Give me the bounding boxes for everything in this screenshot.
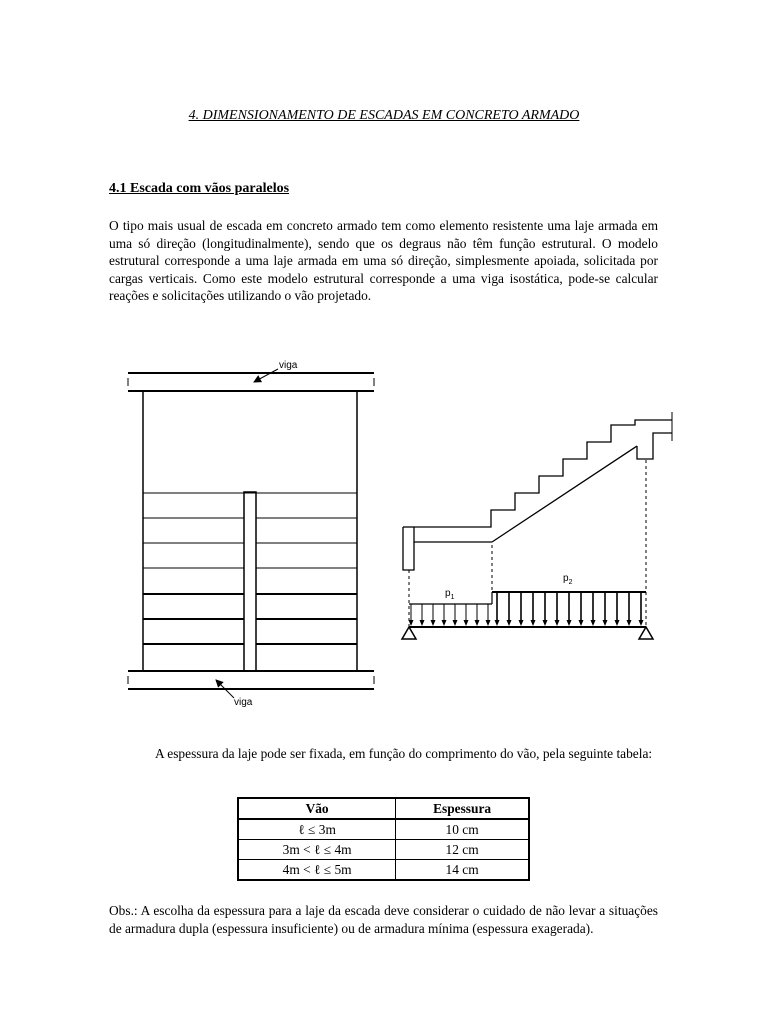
load-arrow-head xyxy=(531,620,536,626)
table-cell: 14 cm xyxy=(396,860,529,881)
load-arrow-head xyxy=(420,620,425,626)
paragraph-table-intro: A espessura da laje pode ser fixada, em função do comprimento do vão, pela seguinte tabela: xyxy=(155,746,653,761)
table-cell: 4m < ℓ ≤ 5m xyxy=(238,860,396,881)
staircase-figure xyxy=(0,340,768,720)
load-arrows-p1 xyxy=(409,604,491,626)
load-arrows-p2 xyxy=(495,592,644,626)
table-header-span: Vão xyxy=(238,798,396,819)
load-arrow-head xyxy=(639,620,644,626)
paragraph-observation: Obs.: A escolha da espessura para a laje da escada deve considerar o cuidado de não levar a situações de armadura dupla (espessura insuficiente) ou de armadura mínima (espessura exagerada). xyxy=(109,903,658,936)
load-arrow-head xyxy=(555,620,560,626)
load-arrow-head xyxy=(507,620,512,626)
load-arrow-head xyxy=(519,620,524,626)
thickness-table xyxy=(237,797,530,881)
load-arrow-head xyxy=(431,620,436,626)
load-arrow-head xyxy=(442,620,447,626)
load-arrow-head xyxy=(603,620,608,626)
table-cell: 12 cm xyxy=(396,840,529,860)
label-viga-bottom: viga xyxy=(234,697,253,708)
plan-view xyxy=(128,369,374,698)
load-arrow-head xyxy=(567,620,572,626)
load-arrow-head xyxy=(464,620,469,626)
paragraph-intro: O tipo mais usual de escada em concreto armado tem como elemento resistente uma laje armada em uma só direção (longitudinalmente), sendo que os degraus não têm função estrutural. O modelo estrutural corresponde a uma laje armada em uma só direção, simplesmente apoiada, solicitada por cargas verticais. Como este modelo estrutural corresponde a uma viga isostática, pode-se calcular reações e solicitações utilizando o vão projetado. xyxy=(109,218,658,304)
load-arrow-head xyxy=(495,620,500,626)
load-arrow-head xyxy=(579,620,584,626)
table-cell: 10 cm xyxy=(396,819,529,840)
load-arrow-head xyxy=(615,620,620,626)
table-header-thickness: Espessura xyxy=(396,798,529,819)
load-label-p2: $p_2$ xyxy=(563,573,573,586)
support-right xyxy=(639,627,653,639)
load-arrow-head xyxy=(543,620,548,626)
load-arrow-head xyxy=(486,620,491,626)
load-arrow-head xyxy=(475,620,480,626)
table-row xyxy=(238,840,529,860)
table-cell: 3m < ℓ ≤ 4m xyxy=(238,840,396,860)
section-view xyxy=(403,412,672,570)
load-arrow-head xyxy=(591,620,596,626)
table-row xyxy=(238,819,529,840)
support-left xyxy=(402,627,416,639)
load-label-p1: $p_1$ xyxy=(445,588,455,601)
label-viga-top: viga xyxy=(279,360,298,371)
table-cell: ℓ ≤ 3m xyxy=(238,819,396,840)
load-arrow-head xyxy=(627,620,632,626)
chapter-title: 4. DIMENSIONAMENTO DE ESCADAS EM CONCRETO ARMADO xyxy=(188,108,580,123)
section-title: 4.1 Escada com vãos paralelos xyxy=(109,181,290,196)
table-row xyxy=(238,860,529,881)
load-arrow-head xyxy=(453,620,458,626)
